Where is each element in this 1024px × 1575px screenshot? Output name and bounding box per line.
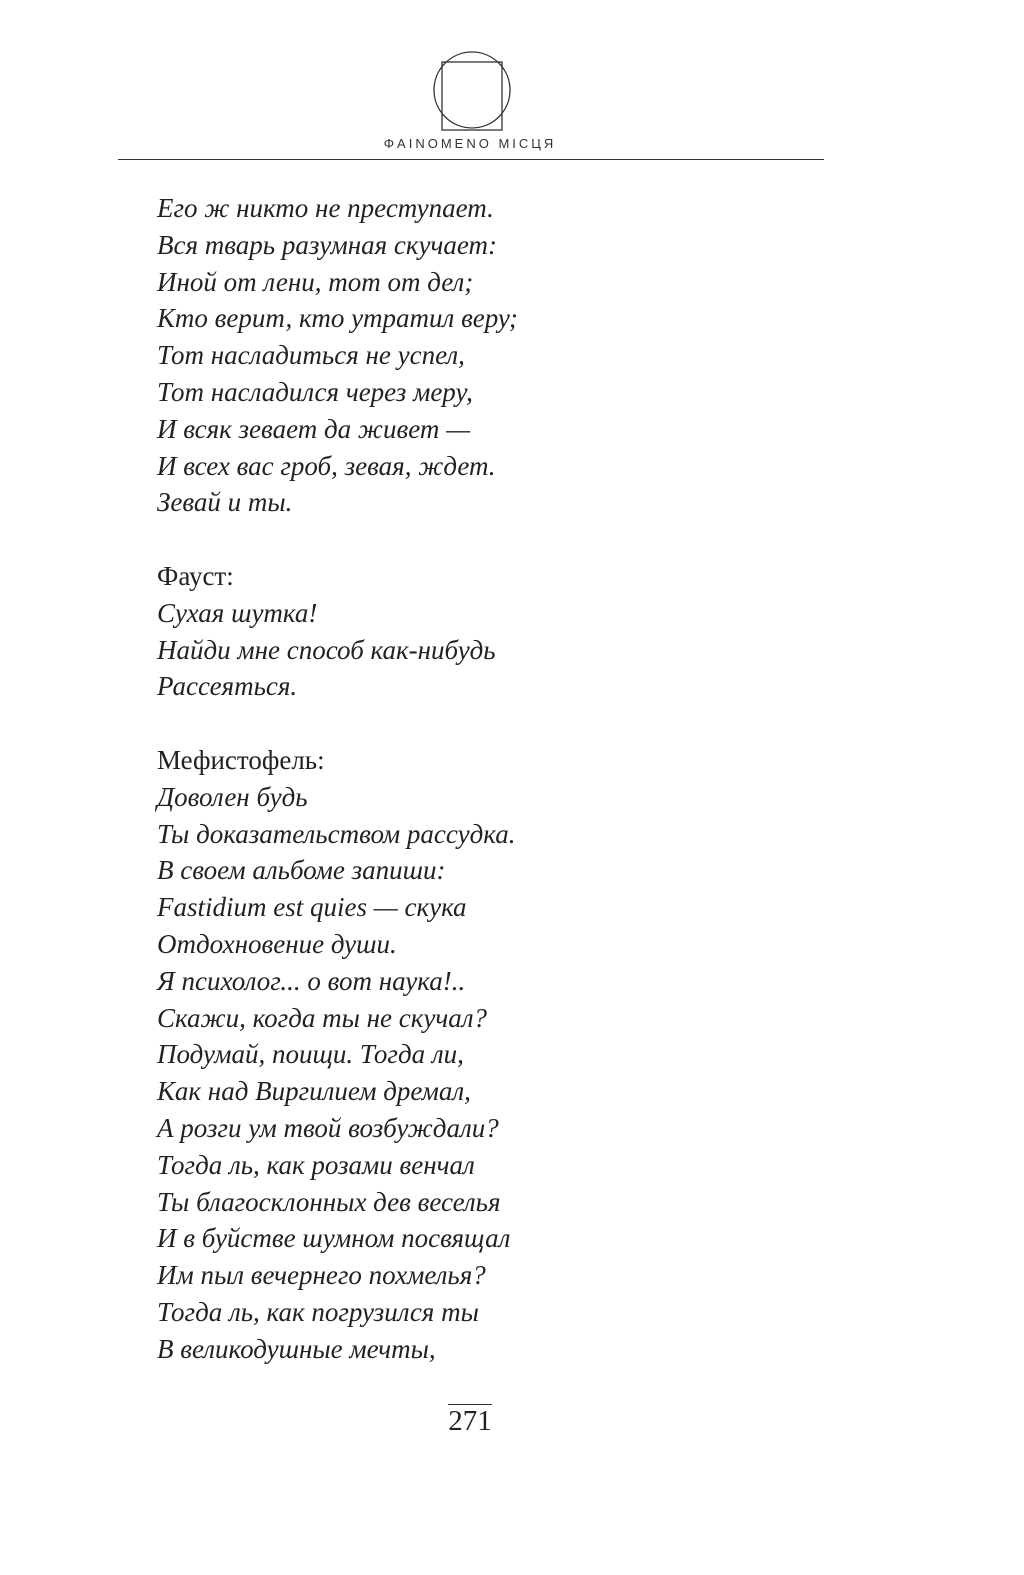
poem-text [157, 190, 857, 1368]
verse-line: Доволен будь [157, 781, 308, 812]
verse-line: Его ж никто не преступает. [157, 193, 494, 223]
verse-line: Тот насладиться не успел, [157, 340, 465, 371]
verse-line: Ты благосклонных дев веселья [157, 1186, 501, 1217]
verse-line: И всех вас гроб, зевая, ждет. [157, 450, 496, 481]
header-logo-icon [432, 50, 512, 132]
verse-line: В великодушные мечты, [157, 1333, 436, 1364]
verse-line: Кто верит, кто утратил веру; [157, 303, 518, 334]
verse-line: Рассеяться. [157, 671, 298, 702]
verse-line: Fastidium est quies — скука [157, 892, 467, 923]
verse-line: И всяк зевает да живет — [157, 413, 471, 444]
speaker-name: Фауст: [157, 560, 234, 591]
verse-line: Как над Виргилием дремал, [157, 1076, 471, 1107]
verse-line: Тогда ль, как розами венчал [157, 1149, 475, 1180]
stanza-gap [157, 521, 857, 558]
page-number-label: 271 [448, 1405, 492, 1437]
verse-line: Зевай и ты. [157, 487, 293, 518]
verse-line: Отдохновение души. [157, 928, 397, 959]
verse-line: Тот насладился через меру, [157, 376, 473, 407]
verse-line: И в буйстве шумном посвящал [157, 1223, 511, 1254]
verse-line: Найди мне способ как-нибудь [157, 634, 496, 665]
speaker-name: Мефистофель: [157, 744, 325, 775]
stanza-gap [157, 705, 857, 742]
page-number [0, 1404, 940, 1438]
header-divider [118, 159, 824, 160]
verse-line: Сухая шутка! [157, 597, 318, 628]
verse-line: А розги ум твой возбуждали? [157, 1112, 499, 1143]
verse-line: Тогда ль, как погрузился ты [157, 1296, 479, 1327]
verse-line: Подумай, поищи. Тогда ли, [157, 1039, 464, 1070]
verse-line: Им пыл вечернего похмелья? [157, 1260, 486, 1291]
verse-line: В своем альбоме запиши: [157, 855, 446, 886]
verse-line: Вся тварь разумная скучает: [157, 229, 498, 260]
verse-line: Ты доказательством рассудка. [157, 818, 516, 849]
verse-line: Скажи, когда ты не скучал? [157, 1002, 488, 1033]
verse-line: Я психолог... о вот наука!.. [157, 965, 466, 996]
verse-line: Иной от лени, тот от дел; [157, 266, 474, 297]
running-header-title: ΦAINOMENO МІСЦЯ [383, 136, 557, 151]
